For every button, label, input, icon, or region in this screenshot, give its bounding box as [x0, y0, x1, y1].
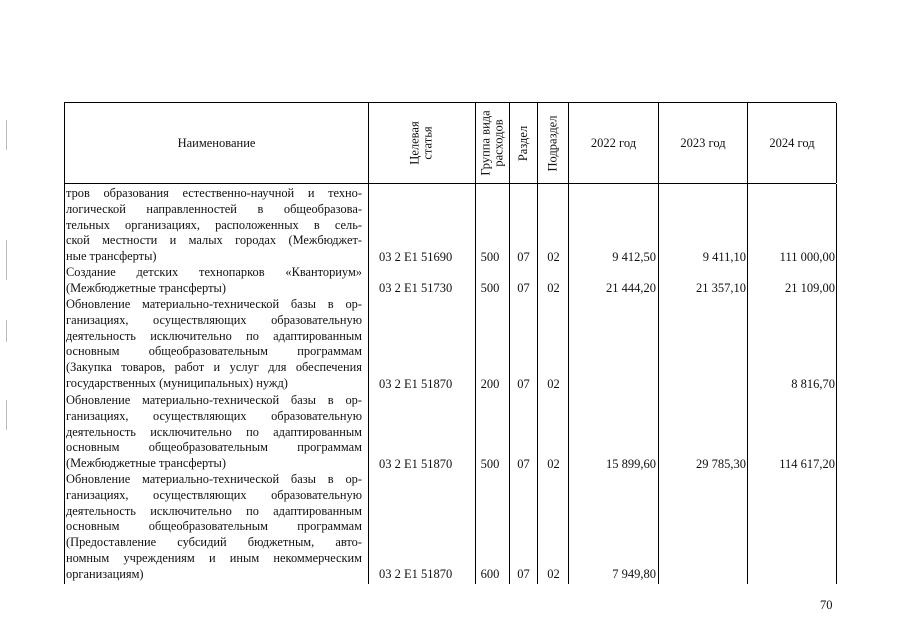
row-2-section: 07: [517, 281, 530, 295]
row-1-name: [66, 186, 362, 265]
name-line: ганизациях, осуществляющих образовательную: [66, 312, 362, 327]
row-4-code: 03 2 E1 51870: [379, 457, 453, 471]
row-5-code: 03 2 E1 51870: [379, 567, 453, 581]
name-line: основным общеобразовательным программам: [66, 440, 362, 455]
row-4-subsection: 02: [547, 457, 560, 471]
name-line: (Предоставление субсидий бюджетным, авто-: [66, 535, 362, 550]
page-number: 70: [820, 598, 833, 612]
header-target-label: Целевая статья: [408, 121, 435, 165]
header-subsection: [538, 103, 569, 183]
name-line: Обновление материально-технической базы в ор-: [66, 297, 362, 311]
row-4-name: [66, 393, 362, 472]
row-2-group: 500: [480, 281, 500, 295]
row-5-section: 07: [517, 567, 530, 581]
header-section: [510, 103, 538, 183]
row-4-2023: 29 785,30: [696, 457, 746, 471]
grid-line: [658, 184, 659, 584]
header-section-label: Раздел: [516, 125, 531, 161]
scan-artifact: [6, 240, 7, 280]
header-2023-label: 2023 год: [680, 135, 726, 150]
header-target: [369, 103, 476, 183]
header-name-label: Наименование: [177, 135, 256, 150]
scan-artifact: [6, 400, 7, 430]
row-1-2023: 9 411,10: [702, 250, 746, 264]
name-line: Обновление материально-технической базы в ор-: [66, 393, 362, 407]
name-line: государственных (муниципальных) нужд): [66, 375, 288, 390]
row-2-code: 03 2 E1 51730: [379, 281, 453, 295]
grid-line: [368, 184, 369, 584]
row-2-2024: 21 109,00: [785, 281, 835, 295]
row-3-section: 07: [517, 377, 530, 391]
row-1-2022: 9 412,50: [612, 250, 656, 264]
header-group-label: Группа вида расходов: [478, 110, 506, 176]
scan-artifact: [6, 320, 7, 342]
row-3-group: 200: [480, 377, 500, 391]
scan-artifact: [6, 120, 7, 150]
name-line: тров образования естественно-научной и техно-: [66, 186, 362, 200]
name-line: основным общеобразовательным программам: [66, 344, 362, 359]
row-4-2024: 114 617,20: [779, 457, 835, 471]
name-line: деятельность исключительно по адаптированным: [66, 503, 362, 518]
name-line: ные трансферты): [66, 249, 157, 264]
row-3-2024: 8 816,70: [791, 377, 835, 391]
row-1-2024: 111 000,00: [779, 250, 835, 264]
grid-line: [64, 184, 65, 584]
header-2024-label: 2024 год: [769, 135, 815, 150]
name-line: ганизациях, осуществляющих образовательную: [66, 487, 362, 502]
row-2-2023: 21 357,10: [696, 281, 746, 295]
header-2022: [569, 103, 659, 183]
row-1-subsection: 02: [547, 250, 560, 264]
name-line: ганизациях, осуществляющих образовательную: [66, 408, 362, 423]
row-5-name: [66, 472, 362, 583]
row-5-subsection: 02: [547, 567, 560, 581]
row-4-section: 07: [517, 457, 530, 471]
table-header: [64, 102, 836, 184]
row-3-name: [66, 297, 362, 392]
row-2-2022: 21 444,20: [606, 281, 656, 295]
name-line: Создание детских технопарков «Кванториум»: [66, 265, 362, 279]
name-line: основным общеобразовательным программам: [66, 519, 362, 534]
grid-line: [747, 184, 748, 584]
row-1-code: 03 2 E1 51690: [379, 250, 453, 264]
header-2023: [659, 103, 748, 183]
name-line: Обновление материально-технической базы в ор-: [66, 472, 362, 486]
name-line: (Закупка товаров, работ и услуг для обеспечения: [66, 360, 362, 375]
name-line: ской местности и малых городах (Межбюджет-: [66, 233, 362, 248]
grid-line: [836, 184, 837, 584]
header-name: [65, 103, 369, 183]
name-line: номным учреждениям и иным некоммерческим: [66, 550, 362, 565]
name-line: тельных организациях, расположенных в сель-: [66, 217, 362, 232]
row-4-group: 500: [480, 457, 500, 471]
name-line: деятельность исключительно по адаптированным: [66, 328, 362, 343]
row-5-2022: 7 949,80: [612, 567, 656, 581]
row-3-subsection: 02: [547, 377, 560, 391]
header-2022-label: 2022 год: [590, 135, 637, 150]
row-1-group: 500: [480, 250, 500, 264]
header-2024: [748, 103, 837, 183]
row-4-2022: 15 899,60: [606, 457, 656, 471]
row-5-group: 600: [480, 567, 500, 581]
row-1-section: 07: [517, 250, 530, 264]
row-2-subsection: 02: [547, 281, 560, 295]
row-3-code: 03 2 E1 51870: [379, 377, 453, 391]
row-2-name: [66, 265, 362, 297]
header-subsection-label: Подраздел: [545, 115, 560, 171]
name-line: деятельность исключительно по адаптированным: [66, 424, 362, 439]
name-line: организациям): [66, 566, 144, 581]
name-line: (Межбюджетные трансферты): [66, 280, 226, 295]
header-group: [476, 103, 510, 183]
name-line: логической направленностей в общеобразова-: [66, 201, 362, 216]
name-line: (Межбюджетные трансферты): [66, 456, 226, 471]
